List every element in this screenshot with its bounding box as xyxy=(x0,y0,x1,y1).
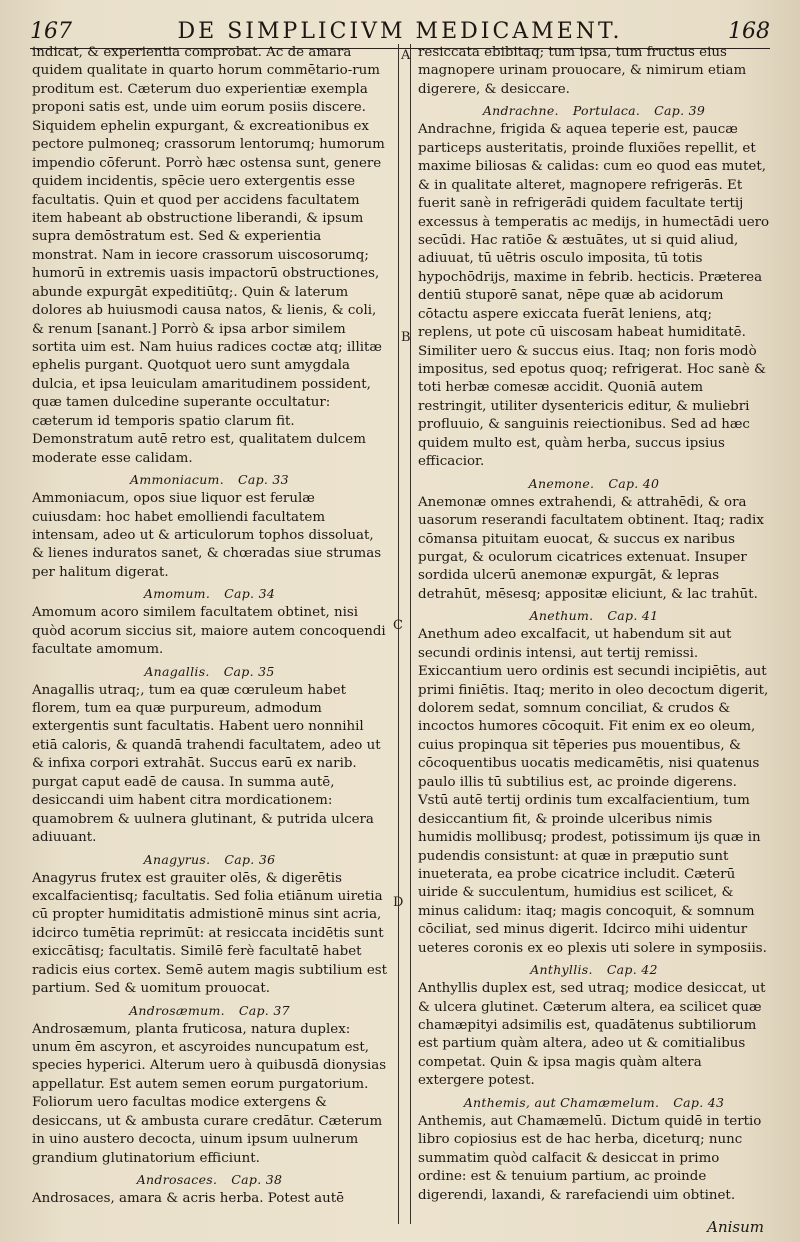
left-text-column xyxy=(32,44,387,1209)
paragraph: Anagallis utraq;, tum ea quæ cœruleum habet florem, tum ea quæ purpureum, admodum extergentis sunt facultatis. Habent uero nonnihil etiā caloris, & quandā trahendi facultatem, adeo ut & infixa corpori extrahāt. Succus earū ex narib. purgat caput eadē de causa. In summa autē, desiccandi uim habent citra mordicationem: quamobrem & uulnera glutinant, & putrida ulcera adiuuant. xyxy=(32,682,381,846)
chapter-name: Amomum. xyxy=(143,586,211,602)
catchword: Anisum xyxy=(707,1218,764,1236)
chapter-name: Anthyllis. xyxy=(530,962,593,978)
chapter-name: Anethum. xyxy=(529,608,594,624)
chapter-number: Cap. 37 xyxy=(238,1002,290,1018)
chapter-name: Androsaces. xyxy=(136,1172,218,1188)
section-marker: D xyxy=(393,895,404,910)
chapter-number: Cap. 42 xyxy=(606,962,658,978)
chapter-name: Ammoniacum. xyxy=(130,472,224,488)
paragraph: Andrachne, frigida & aquea teperie est, paucæ particeps austeritatis, proinde fluxiões repellit, et maxime biliosas & calidas: cum eo quod eas mutet, & in qualitate alteret, magnopere refrigerās. Et fuerit sanè in refrigerādi quidem facultate tertij excessus à temperatis ac medijs, in humectādi uero secūdi. Hac ratiōe & æstuātes, ut si quid aliud, adiuuat, tū uētris osculo imposita, tū totis hypochōdrijs, maxime in febrib. hecticis. Præterea dentiū stuporē sanat, nēpe quæ ab acidorum cōtactu aspere exiccata fuerāt leniens, atq; replens, ut pote cū uiscosam habeat humiditatē. Similiter uero & succus eius. Itaq; non foris modò impositus, sed epotus quoq; refrigerat. Hoc sanè & toti herbæ comesæ accidit. Quoniā autem restringit, utiliter dysentericis editur, & muliebri profluuio, & sanguinis reiectionibus. Sed ad hæc quidem multo est, quàm herba, succus ipsius efficacior. xyxy=(418,122,770,470)
chapter-number: Cap. 36 xyxy=(224,851,276,867)
chapter-number: Cap. 34 xyxy=(224,586,276,602)
column-rule-left xyxy=(398,44,399,1224)
chapter-name: Androsæmum. xyxy=(129,1002,225,1018)
page-number-left: 167 xyxy=(30,19,72,44)
chapter-number: Cap. 41 xyxy=(607,608,659,624)
chapter-heading xyxy=(418,960,770,979)
paragraph: Anthyllis duplex est, sed utraq; modice desiccat, ut & ulcera glutinet. Cæterum altera, ea scilicet quæ chamæpityi adsimilis est, quadātenus subtiliorum est partium quàm altera, adeo ut & comitialibus competat. Quin & ipsa magis quàm altera extergere potest. xyxy=(418,981,766,1089)
chapter-name: Anagallis. xyxy=(144,663,210,679)
section-marker: A xyxy=(401,48,411,63)
paragraph: Androsæmum, planta fruticosa, natura duplex: unum ēm ascyron, et ascyroides nuncupatum est, species hyperici. Alterum uero à quibusdā dionysias appellatur. Est autem semen eorum purgatorium. Foliorum uero facultas modice extergens & desiccans, ut & ambusta curare credātur. Cæterum in uino austero decocta, uinum ipsum uulnerum grandium glutinatorium efficiunt. xyxy=(32,1021,387,1166)
chapter-heading xyxy=(418,474,770,493)
chapter-alt-name: Portulaca. xyxy=(572,103,641,119)
chapter-heading xyxy=(418,101,770,120)
chapter-heading xyxy=(32,1170,387,1189)
paragraph: Androsaces, amara & acris herba. Potest autē xyxy=(32,1191,345,1207)
paragraph: resiccata ebibitaq; tum ipsa, tum fructus eius magnopere urinam prouocare, & nimirum etiam digerere, & desiccare. xyxy=(418,45,747,97)
paragraph: Anagyrus frutex est grauiter olēs, & digerētis excalfacientisq; facultatis. Sed folia etiānum uiretia cū propter humiditatis admistionē minus sint acria, idcirco tumētia reprimūt: at resiccata incidētis sunt exiccātisq; facultatis. Similē ferè facultatē habet radicis eius cortex. Semē autem magis subtilium est partium. Sed & uomitum prouocat. xyxy=(32,870,388,997)
chapter-number: Cap. 39 xyxy=(654,103,706,119)
chapter-number: Cap. 43 xyxy=(673,1094,725,1110)
chapter-name: Anemone. xyxy=(528,475,595,491)
chapter-name: Anthemis, aut Chamæmelum. xyxy=(463,1094,660,1110)
chapter-heading xyxy=(32,470,387,489)
section-marker: C xyxy=(393,618,403,633)
chapter-heading xyxy=(32,584,387,603)
paragraph: Amomum acoro similem facultatem obtinet, nisi quòd acorum siccius sit, maiore autem concoquendi facultate amomum. xyxy=(32,605,386,658)
chapter-heading xyxy=(418,1093,770,1112)
chapter-heading xyxy=(32,850,387,869)
running-header xyxy=(30,4,770,49)
chapter-number: Cap. 38 xyxy=(231,1172,283,1188)
paragraph: Ammoniacum, opos siue liquor est ferulæ cuiusdam: hoc habet emolliendi facultatem intensam, adeo ut & articulorum tophos dissoluat, & lienes induratos sanet, & chœradas siue strumas per halitum digerat. xyxy=(32,491,382,580)
paragraph: Anemonæ omnes extrahendi, & attrahēdi, & ora uasorum reserandi facultatem obtinent. Itaq; radix cōmansa pituitam euocat, & succus ex naribus purgat, & oculorum cicatrices extenuat. Insuper sordida ulcerū anemonæ expurgāt, & lepras detrahūt, mēsesq; appositæ eliciunt, & lac trahūt. xyxy=(418,494,764,602)
chapter-heading xyxy=(32,662,387,681)
chapter-name: Andrachne. xyxy=(482,103,559,119)
chapter-number: Cap. 35 xyxy=(223,663,275,679)
paragraph: indicat, & experientia comprobat. Ac de amara quidem qualitate in quarto horum commētario-rum proditum est. Cæterum duo experientiæ exempla proponi satis est, unde uim eorum posiis discere. Siquidem ephelin expurgant, & excreationibus ex pectore pulmoneq; crassorum lentorumq; humorum impendio cōferunt. Porrò hæc ostensa sunt, genere quidem incidentis, spēcie uero extergentis esse facultatis. Quin et quod per accidens facultatem item habeant ab obstructione liberandi, & ipsum supra demōstratum est. Sed & experientia monstrat. Nam in iecore crassorum uiscosorumq; humorū in extremis uasis impactorū obstructiones, abunde expurgāt expeditiūtq;. Quin & laterum dolores ab huiusmodi causa natos, & lienis, & coli, & renum [sanant.] Porrò & ipsa arbor similem sortita uim est. Nam huius radices coctæ atq; illitæ ephelis purgant. Quotquot uero sunt amygdala dulcia, et ipsa leuiculam amaritudinem possident, quæ tamen dulcedine superante occultatur: cæterum id temporis spatio clarum fit. Demonstratum autē retro est, qualitatem dulcem moderate esse calidam. xyxy=(32,45,385,466)
running-title: DE SIMPLICIVM MEDICAMENT. xyxy=(177,19,623,44)
column-rule-right xyxy=(410,44,411,1224)
paragraph: Anthemis, aut Chamæmelū. Dictum quidē in tertio libro copiosius est de hac herba, diceturq; nunc summatim quòd calfacit & desiccat in primo ordine: est & tenuium partium, ac proinde digerendi, laxandi, & rarefaciendi uim obtinet. xyxy=(418,1113,762,1203)
right-text-column xyxy=(418,44,770,1205)
chapter-number: Cap. 33 xyxy=(237,472,289,488)
section-marker: B xyxy=(401,330,411,345)
chapter-name: Anagyrus. xyxy=(143,851,211,867)
paragraph: Anethum adeo excalfacit, ut habendum sit aut secundi ordinis intensi, aut tertij remissi. Exiccantium uero ordinis est secundi incipiētis, aut primi finiētis. Itaq; merito in oleo decoctum digerit, dolorem sedat, somnum conciliat, & crudos & incoctos humores cōcoquit. Fit enim ex eo oleum, cuius propinqua sit tēperies pus mouentibus, & cōcoquentibus uocatis medicamētis, nisi quatenus paulo illis tū subtilius est, ac proinde digerens. Vstū autē tertij ordinis tum excalfacientium, tum desiccantium fit, & proinde ulceribus nimis humidis mollibusq; prodest, potissimum ijs quæ in pudendis consistunt: at quæ in præputio sunt inueterata, ea probe cicatrice includit. Cæterū uiride & succulentum, humidius est scilicet, & minus calidum: itaq; magis concoquit, & somnum cōciliat, sed minus digerit. Idcirco mihi uidentur ueteres coronis ex eo plexis uti solere in symposiis. xyxy=(418,627,769,956)
page-number-right: 168 xyxy=(727,19,770,44)
chapter-heading xyxy=(418,606,770,625)
chapter-heading xyxy=(32,1001,387,1020)
chapter-number: Cap. 40 xyxy=(608,475,660,491)
